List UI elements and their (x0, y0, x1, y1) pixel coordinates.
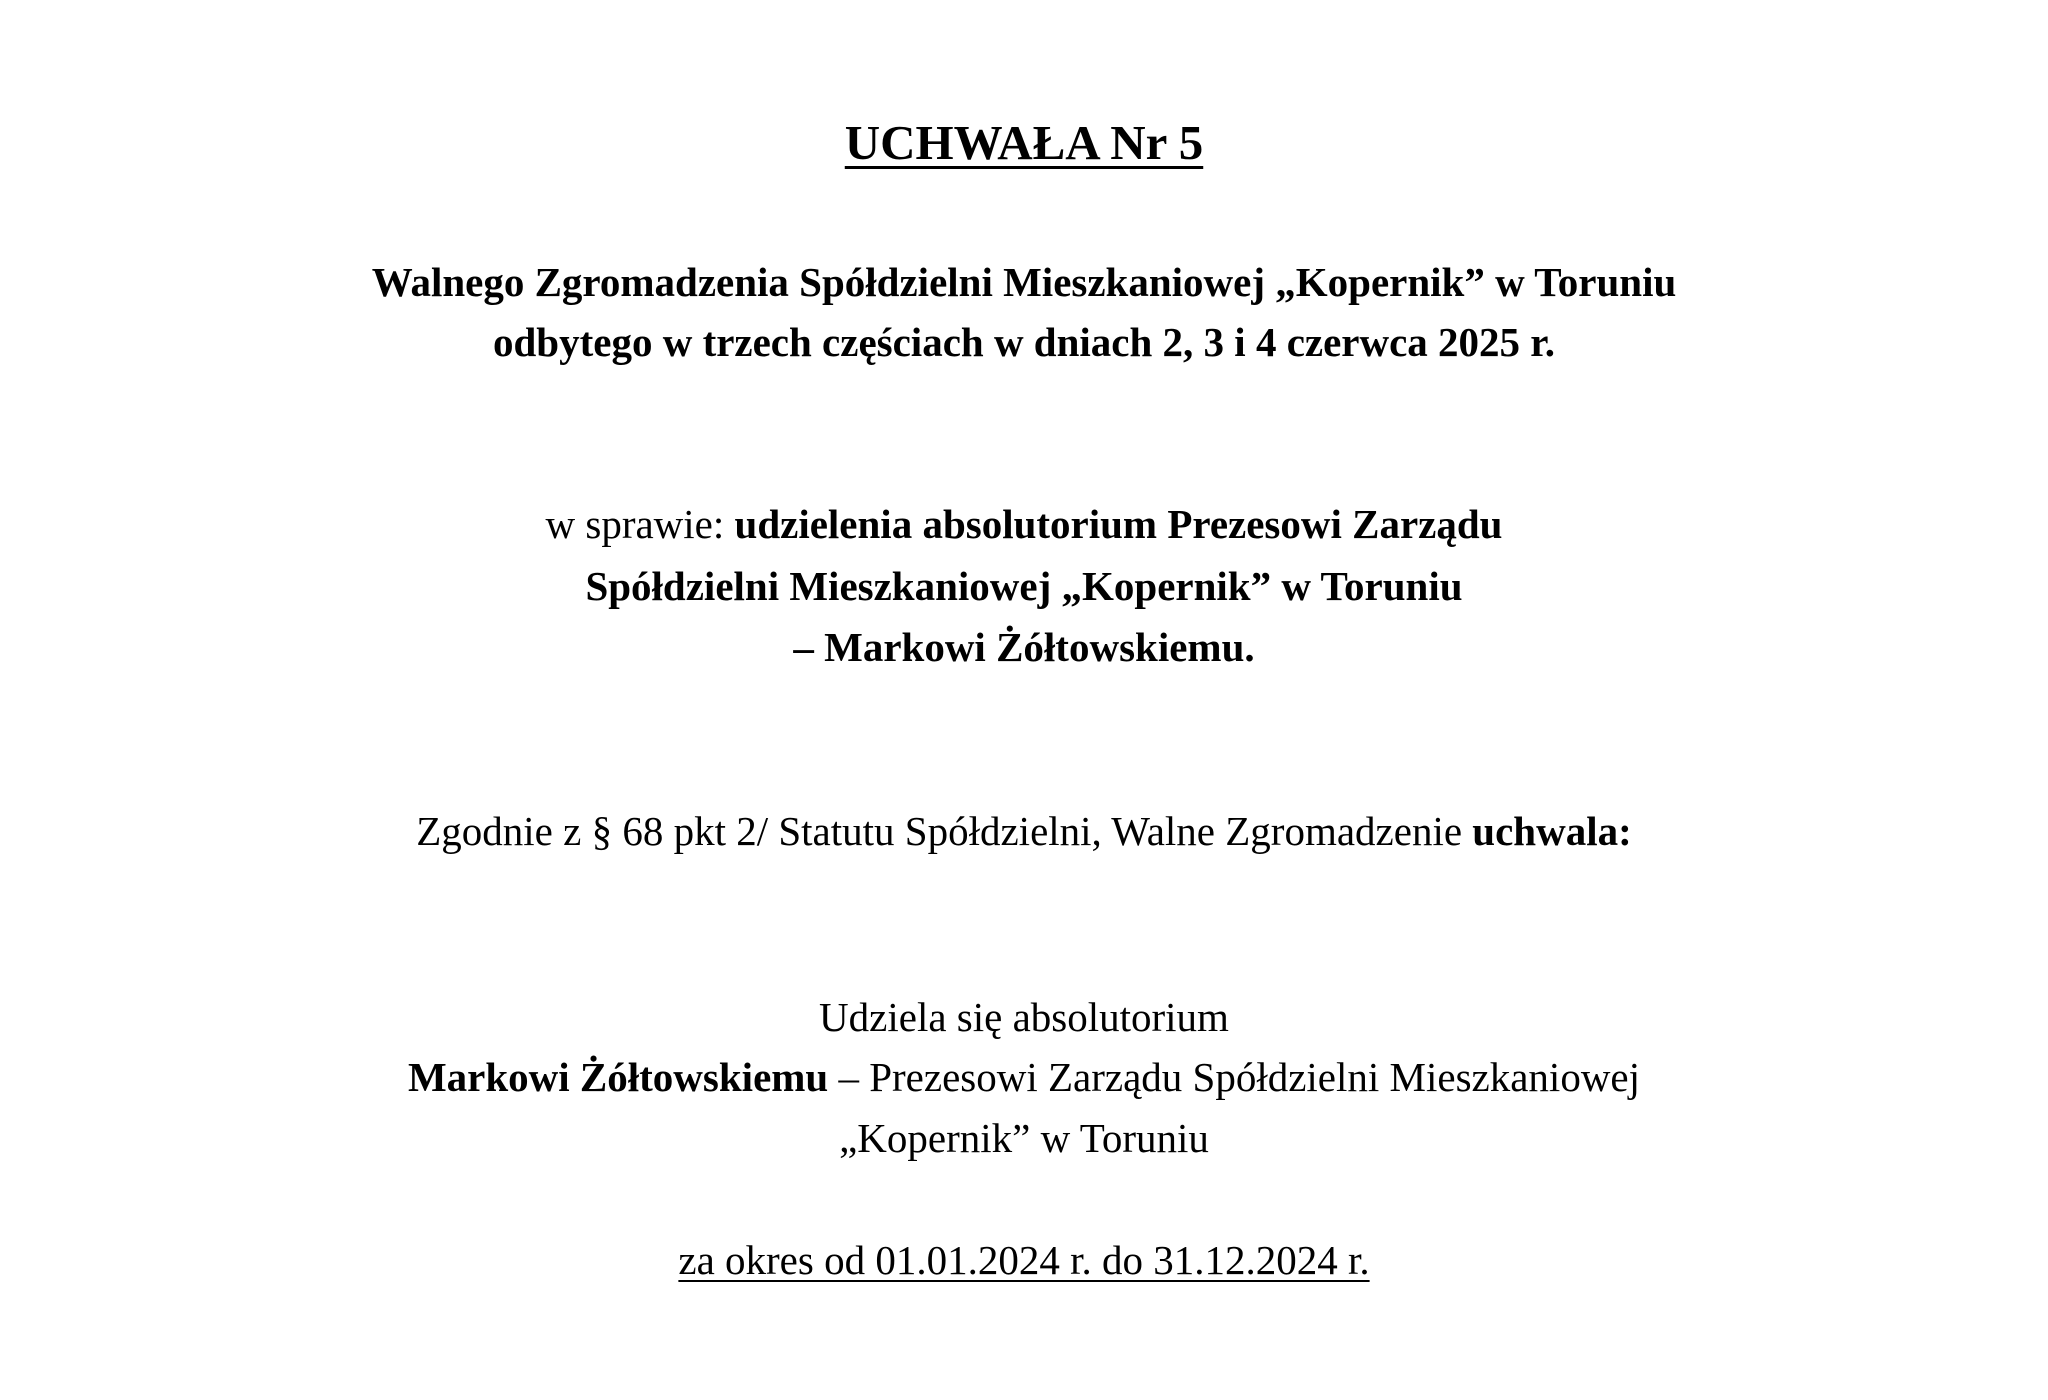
subject-line-1 (0, 501, 2048, 547)
subject-line-2: Spółdzielni Mieszkaniowej „Kopernik” w Toruniu (585, 563, 1463, 609)
subject-prefix: w sprawie: (545, 501, 735, 547)
subject-text-bold: udzielenia absolutorium Prezesowi Zarządu (734, 501, 1503, 547)
decision-line-1: Udziela się absolutorium (819, 994, 1229, 1040)
period-line: za okres od 01.01.2024 r. do 31.12.2024 r. (678, 1237, 1370, 1283)
decision-line-3: „Kopernik” w Toruniu (839, 1115, 1209, 1161)
decision-name-bold: Markowi Żółtowskiemu (407, 1054, 829, 1100)
legal-basis (0, 808, 2048, 854)
legal-basis-text: Zgodnie z § 68 pkt 2/ Statutu Spółdzielni, Walne Zgromadzenie (416, 808, 1473, 854)
resolution-title: UCHWAŁA Nr 5 (844, 115, 1204, 170)
resolution-subtitle-line-1: Walnego Zgromadzenia Spółdzielni Mieszkaniowej „Kopernik” w Toruniu (371, 259, 1677, 305)
legal-basis-bold: uchwala: (1472, 808, 1632, 854)
decision-position: – Prezesowi Zarządu Spółdzielni Mieszkaniowej (828, 1054, 1641, 1100)
decision-line-2 (0, 1054, 2048, 1100)
resolution-subtitle-line-2: odbytego w trzech częściach w dniach 2, 3 i 4 czerwca 2025 r. (493, 319, 1555, 365)
subject-line-3: – Markowi Żółtowskiemu. (793, 624, 1255, 670)
